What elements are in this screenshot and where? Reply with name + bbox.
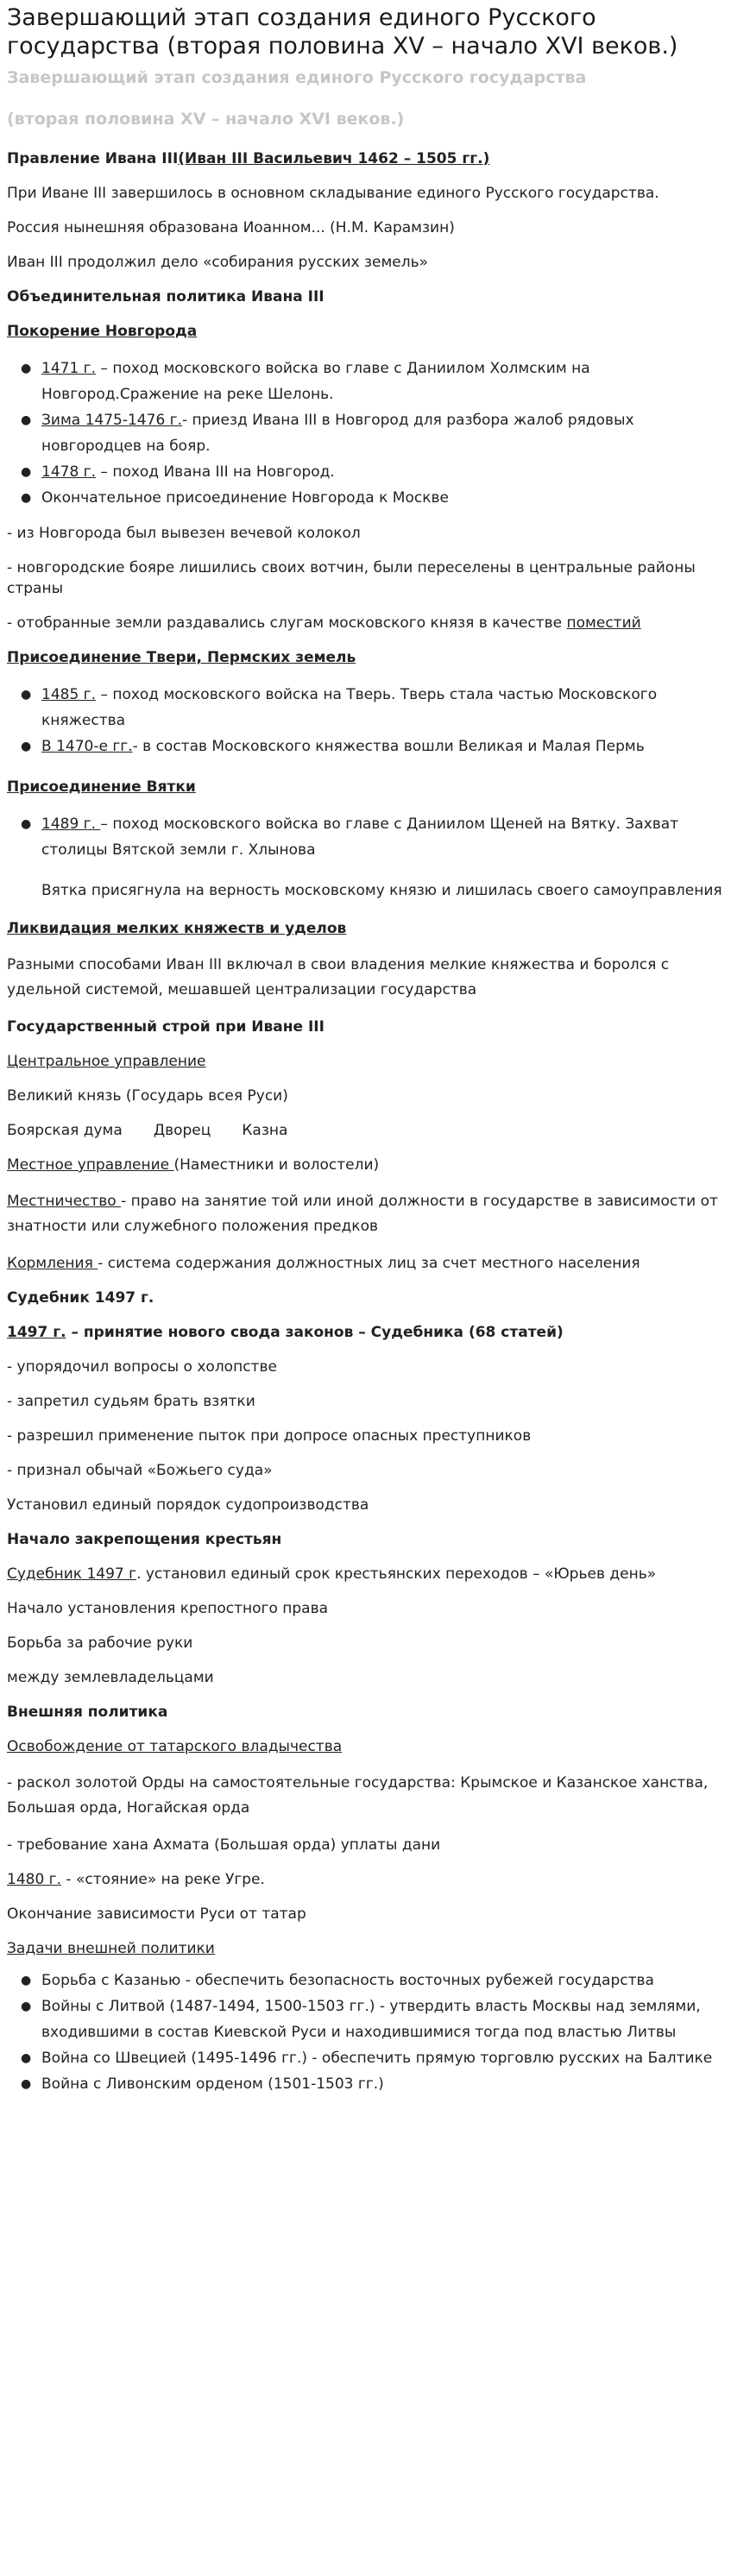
sudebnik-adoption bbox=[7, 1308, 724, 1343]
palace: Дворец bbox=[153, 1122, 211, 1139]
ugra-text: - «стояние» на реке Угре. bbox=[61, 1871, 265, 1888]
list-item bbox=[21, 1968, 724, 1993]
list-item bbox=[21, 459, 724, 485]
bullet-icon: ● bbox=[21, 2051, 32, 2065]
ugra-standing bbox=[7, 1855, 724, 1890]
item-date: Зима 1475-1476 г. bbox=[41, 412, 182, 429]
end-dependence: Окончание зависимости Руси от татар bbox=[7, 1905, 306, 1923]
bullet-icon: ● bbox=[21, 362, 32, 375]
sudebnik-heading: Судебник 1497 г. bbox=[7, 1289, 154, 1307]
tasks-list bbox=[7, 1959, 724, 2097]
reign-label: Правление Ивана III bbox=[7, 150, 179, 167]
bullet-icon: ● bbox=[21, 413, 32, 427]
subtitle-line-1: Завершающий этап создания единого Русского государства bbox=[7, 68, 587, 87]
tver-list bbox=[7, 668, 724, 759]
central-bodies bbox=[7, 1106, 724, 1141]
grand-prince: Великий князь (Государь всея Руси) bbox=[7, 1087, 288, 1105]
list-item bbox=[21, 485, 724, 511]
sudebnik-point-3: - разрешил применение пыток при допросе опасных преступников bbox=[7, 1427, 532, 1445]
boyar-duma: Боярская дума bbox=[7, 1122, 123, 1139]
list-item bbox=[21, 811, 724, 863]
mestnichestvo bbox=[7, 1175, 724, 1239]
note-text: - отобранные земли раздавались слугам московского князя в качестве bbox=[7, 614, 567, 632]
serfdom-sudebnik-text: . установил единый срок крестьянских переходов – «Юрьев день» bbox=[136, 1565, 657, 1583]
item-date: 1478 г. bbox=[41, 463, 97, 481]
kormlenie-label: Кормления bbox=[7, 1255, 98, 1272]
item-date: 1471 г. bbox=[41, 360, 97, 377]
item-text: – поход московского войска во главе с Даниилом Щеней на Вятку. Захват столицы Вятской земли г. Хлынова bbox=[41, 816, 679, 859]
bullet-icon: ● bbox=[21, 491, 32, 505]
sudebnik-date-text: – принятие нового свода законов – Судебника (68 статей) bbox=[66, 1324, 564, 1341]
list-item bbox=[21, 2071, 724, 2097]
bullet-icon: ● bbox=[21, 465, 32, 479]
sudebnik-conclusion: Установил единый порядок судопроизводства bbox=[7, 1496, 369, 1514]
sudebnik-point-1: - упорядочил вопросы о холопстве bbox=[7, 1358, 277, 1376]
horde-split: - раскол золотой Орды на самостоятельные государства: Крымское и Казанское ханства, Большая орда, Ногайская орда bbox=[7, 1774, 709, 1817]
list-item bbox=[21, 356, 724, 407]
list-item bbox=[21, 734, 724, 759]
subtitle-line-2: (вторая половина XV – начало XVI веков.) bbox=[7, 110, 405, 129]
local-management bbox=[7, 1141, 724, 1175]
item-text: Окончательное присоединение Новгорода к Москве bbox=[41, 489, 449, 507]
item-text: - в состав Московского княжества вошли Великая и Малая Пермь bbox=[132, 738, 645, 755]
liquidation-text: Разными способами Иван III включал в свои владения мелкие княжества и боролся с удельной системой, мешавшей централизации государства bbox=[7, 956, 670, 998]
list-item bbox=[21, 2045, 724, 2071]
bullet-icon: ● bbox=[21, 817, 32, 831]
sudebnik-point-4: - признал обычай «Божьего суда» bbox=[7, 1462, 273, 1479]
bullet-icon: ● bbox=[21, 740, 32, 753]
serfdom-sudebnik bbox=[7, 1550, 724, 1584]
serfdom-sudebnik-link: Судебник 1497 г bbox=[7, 1565, 137, 1583]
bullet-icon: ● bbox=[21, 688, 32, 702]
bullet-icon: ● bbox=[21, 2077, 32, 2091]
item-text: Война с Ливонским орденом (1501-1503 гг.) bbox=[41, 2075, 384, 2093]
ugra-date: 1480 г. bbox=[7, 1871, 62, 1888]
tver-heading: Присоединение Твери, Пермских земель bbox=[7, 649, 356, 666]
item-text: Война со Швецией (1495-1496 гг.) - обеспечить прямую торговлю русских на Балтике bbox=[41, 2050, 713, 2067]
state-system-heading: Государственный строй при Иване III bbox=[7, 1018, 325, 1036]
novgorod-note-3 bbox=[7, 599, 724, 633]
item-date: 1489 г. bbox=[41, 816, 101, 833]
kormlenie-text: - система содержания должностных лиц за счет местного населения bbox=[98, 1255, 640, 1272]
list-item bbox=[21, 682, 724, 734]
kormlenie bbox=[7, 1239, 724, 1274]
sudebnik-date: 1497 г. bbox=[7, 1324, 66, 1341]
reign-heading bbox=[7, 131, 724, 169]
item-text: – поход московского войска во главе с Даниилом Холмским на Новгород.Сражение на реке Шелонь. bbox=[41, 360, 590, 403]
serfdom-heading: Начало закрепощения крестьян bbox=[7, 1531, 282, 1548]
serfdom-line-2: Борьба за рабочие руки bbox=[7, 1634, 193, 1652]
intro-line-3: Иван III продолжил дело «собирания русских земель» bbox=[7, 254, 429, 271]
novgorod-heading: Покорение Новгорода bbox=[7, 323, 198, 340]
treasury: Казна bbox=[242, 1122, 288, 1139]
intro-line-1: При Иване III завершилось в основном складывание единого Русского государства. bbox=[7, 185, 659, 202]
foreign-policy-heading: Внешняя политика bbox=[7, 1704, 168, 1721]
sudebnik-point-2: - запретил судьям брать взятки bbox=[7, 1393, 255, 1410]
bullet-icon: ● bbox=[21, 1974, 32, 1987]
liberation-heading: Освобождение от татарского владычества bbox=[7, 1738, 343, 1755]
serfdom-line-3: между землевладельцами bbox=[7, 1669, 214, 1686]
item-text: Борьба с Казанью - обеспечить безопасность восточных рубежей государства bbox=[41, 1972, 654, 1989]
vyatka-para: Вятка присягнула на верность московскому князю и лишилась своего самоуправления bbox=[41, 882, 722, 899]
intro-line-2: Россия нынешняя образована Иоанном... (Н.М. Карамзин) bbox=[7, 219, 455, 236]
list-item bbox=[21, 407, 724, 459]
local-management-text: (Наместники и волостели) bbox=[173, 1156, 380, 1174]
liquidation-heading: Ликвидация мелких княжеств и уделов bbox=[7, 920, 347, 937]
novgorod-note-2: - новгородские бояре лишились своих вотчин, были переселены в центральные районы страны bbox=[7, 559, 696, 597]
reign-name: (Иван III Васильевич 1462 – 1505 гг.) bbox=[178, 150, 490, 167]
item-date: 1485 г. bbox=[41, 686, 97, 703]
item-date: В 1470-е гг. bbox=[41, 738, 133, 755]
central-management-heading: Центральное управление bbox=[7, 1053, 206, 1070]
list-item bbox=[21, 1993, 724, 2045]
page-title: Завершающий этап создания единого Русского государства (вторая половина XV – начало XVI веков.) bbox=[7, 4, 678, 60]
vyatka-list bbox=[7, 797, 724, 863]
item-text: – поход московского войска на Тверь. Тверь стала частью Московского княжества bbox=[41, 686, 658, 729]
mestnichestvo-label: Местничество bbox=[7, 1193, 122, 1210]
item-text: - приезд Ивана III в Новгород для разбора жалоб рядовых новгородцев на бояр. bbox=[41, 412, 634, 455]
tasks-heading: Задачи внешней политики bbox=[7, 1940, 215, 1957]
serfdom-line-1: Начало установления крепостного права bbox=[7, 1600, 329, 1617]
vyatka-heading: Присоединение Вятки bbox=[7, 778, 196, 796]
item-text: Войны с Литвой (1487-1494, 1500-1503 гг.) - утвердить власть Москвы над землями, входившими в состав Киевской Руси и находившимися тогда под властью Литвы bbox=[41, 1998, 701, 2041]
akhmat-demand: - требование хана Ахмата (Большая орда) уплаты дани bbox=[7, 1836, 441, 1854]
mestnichestvo-text: - право на занятие той или иной должности в государстве в зависимости от знатности или служебного положения предков bbox=[7, 1193, 718, 1235]
local-management-label: Местное управление bbox=[7, 1156, 174, 1174]
novgorod-list bbox=[7, 342, 724, 511]
unification-heading: Объединительная политика Ивана III bbox=[7, 288, 325, 305]
bullet-icon: ● bbox=[21, 2000, 32, 2013]
pomestie-term: поместий bbox=[566, 614, 641, 632]
item-text: – поход Ивана III на Новгород. bbox=[96, 463, 335, 481]
novgorod-note-1: - из Новгорода был вывезен вечевой колокол bbox=[7, 525, 361, 542]
